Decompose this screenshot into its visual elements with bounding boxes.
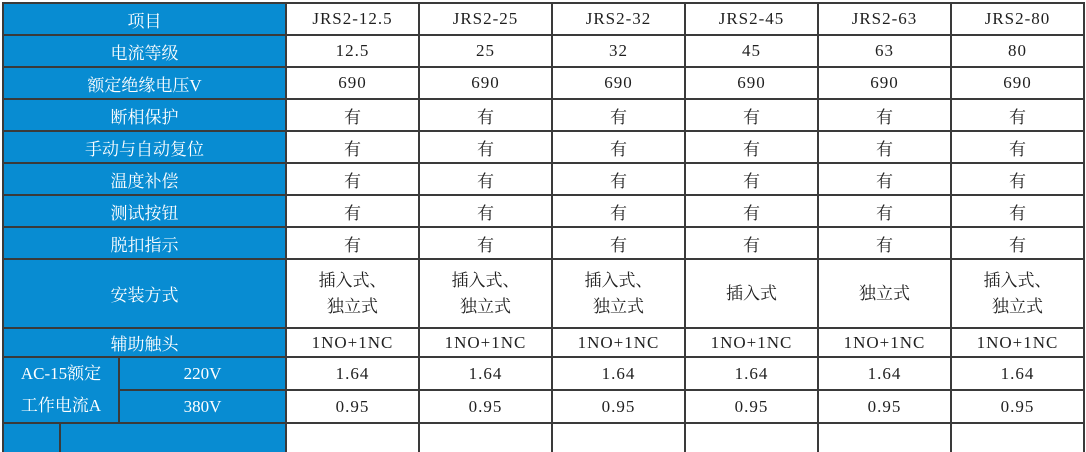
header-item-cell: 项目: [3, 3, 286, 35]
row-label-cell: 测试按钮: [3, 195, 286, 227]
table-row-temp-compensation: [3, 163, 1084, 195]
value-cell: 1.64: [419, 357, 552, 390]
value-cell: 690: [286, 67, 419, 99]
table-row-test-button: [3, 195, 1084, 227]
value-cell: 有: [951, 131, 1084, 163]
voltage-label-cell: 380V: [119, 390, 286, 423]
ac15-label-line: 工作电流A: [20, 396, 102, 415]
value-cell: 有: [818, 131, 951, 163]
value-cell: 有: [552, 195, 685, 227]
value-cell: [818, 259, 951, 328]
mounting-line: 独立式: [593, 296, 644, 316]
value-cell: 有: [951, 163, 1084, 195]
mounting-line: 插入式: [726, 283, 777, 303]
column-header-cell: JRS2-25: [419, 3, 552, 35]
value-cell: 0.95: [951, 390, 1084, 423]
row-label-cell: 手动与自动复位: [3, 131, 286, 163]
value-cell: 45: [685, 35, 818, 67]
value-cell: 有: [818, 99, 951, 131]
value-cell: 有: [419, 195, 552, 227]
row-label-cell: 电流等级: [3, 35, 286, 67]
table-row-insulation-voltage: [3, 67, 1084, 99]
value-cell: 有: [818, 195, 951, 227]
value-cell: 1.64: [818, 357, 951, 390]
value-cell: 0.95: [286, 390, 419, 423]
mounting-line: 独立式: [460, 296, 511, 316]
row-label-cell: 额定绝缘电压V: [3, 67, 286, 99]
value-cell: 1NO+1NC: [818, 328, 951, 357]
row-label-cell: [3, 423, 60, 452]
value-cell: 0.95: [552, 390, 685, 423]
value-cell: [951, 423, 1084, 452]
value-cell: 0.95: [818, 390, 951, 423]
value-cell: [419, 259, 552, 328]
value-cell: 690: [818, 67, 951, 99]
mounting-line: 插入式、: [451, 270, 520, 290]
value-cell: 25: [419, 35, 552, 67]
value-cell: 有: [951, 195, 1084, 227]
value-cell: 1.64: [951, 357, 1084, 390]
value-cell: 有: [685, 227, 818, 259]
row-label-cell: 断相保护: [3, 99, 286, 131]
value-cell: 0.95: [685, 390, 818, 423]
value-cell: 12.5: [286, 35, 419, 67]
header-row: [3, 3, 1084, 35]
row-label-cell: 安装方式: [3, 259, 286, 328]
value-cell: [286, 423, 419, 452]
value-cell: 有: [552, 163, 685, 195]
value-cell: [685, 259, 818, 328]
value-cell: 690: [685, 67, 818, 99]
value-cell: 1NO+1NC: [419, 328, 552, 357]
value-cell: 32: [552, 35, 685, 67]
value-cell: 有: [818, 227, 951, 259]
value-cell: [685, 423, 818, 452]
value-cell: 有: [685, 131, 818, 163]
value-cell: 1NO+1NC: [552, 328, 685, 357]
value-cell: 有: [286, 99, 419, 131]
column-header-cell: JRS2-80: [951, 3, 1084, 35]
value-cell: 有: [818, 163, 951, 195]
column-header-cell: JRS2-12.5: [286, 3, 419, 35]
row-label-cell: 脱扣指示: [3, 227, 286, 259]
value-cell: 0.95: [419, 390, 552, 423]
value-cell: 有: [685, 163, 818, 195]
row-label-cell: 温度补偿: [3, 163, 286, 195]
value-cell: 1.64: [552, 357, 685, 390]
value-cell: 有: [951, 99, 1084, 131]
voltage-label-cell: 220V: [119, 357, 286, 390]
value-cell: 有: [286, 131, 419, 163]
value-cell: 有: [685, 99, 818, 131]
column-header-cell: JRS2-63: [818, 3, 951, 35]
value-cell: 有: [286, 195, 419, 227]
value-cell: 有: [552, 99, 685, 131]
table-row-aux-contacts: [3, 328, 1084, 357]
value-cell: 有: [685, 195, 818, 227]
jrs2-spec-table: [2, 2, 1085, 452]
value-cell: 1NO+1NC: [286, 328, 419, 357]
row-label-cell-ac15: [3, 357, 119, 423]
value-cell: [286, 259, 419, 328]
table-row-current-rating: [3, 35, 1084, 67]
value-cell: 63: [818, 35, 951, 67]
value-cell: 有: [552, 131, 685, 163]
value-cell: 有: [419, 163, 552, 195]
mounting-line: 插入式、: [983, 270, 1052, 290]
table-row-phase-failure: [3, 99, 1084, 131]
value-cell: 有: [419, 99, 552, 131]
value-cell: [818, 423, 951, 452]
mounting-line: 独立式: [859, 283, 910, 303]
mounting-line: 独立式: [327, 296, 378, 316]
row-label-cell: [60, 423, 286, 452]
value-cell: [951, 259, 1084, 328]
value-cell: 1.64: [685, 357, 818, 390]
table-row-trip-indicator: [3, 227, 1084, 259]
value-cell: [552, 259, 685, 328]
column-header-cell: JRS2-32: [552, 3, 685, 35]
row-label-cell: 辅助触头: [3, 328, 286, 357]
value-cell: 1NO+1NC: [951, 328, 1084, 357]
value-cell: 1NO+1NC: [685, 328, 818, 357]
table-row-mounting: [3, 259, 1084, 328]
mounting-line: 插入式、: [318, 270, 387, 290]
value-cell: 有: [286, 163, 419, 195]
value-cell: 有: [951, 227, 1084, 259]
ac15-label-line: AC-15额定: [20, 364, 102, 383]
table-row-partial: [3, 423, 1084, 452]
value-cell: 690: [951, 67, 1084, 99]
value-cell: 1.64: [286, 357, 419, 390]
value-cell: 80: [951, 35, 1084, 67]
mounting-line: 插入式、: [584, 270, 653, 290]
column-header-cell: JRS2-45: [685, 3, 818, 35]
value-cell: 有: [286, 227, 419, 259]
table-row-ac15-380v: [3, 390, 1084, 423]
table-row-reset: [3, 131, 1084, 163]
value-cell: [552, 423, 685, 452]
value-cell: [419, 423, 552, 452]
value-cell: 有: [419, 131, 552, 163]
value-cell: 690: [552, 67, 685, 99]
mounting-line: 独立式: [992, 296, 1043, 316]
value-cell: 690: [419, 67, 552, 99]
value-cell: 有: [552, 227, 685, 259]
table-row-ac15-220v: [3, 357, 1084, 390]
value-cell: 有: [419, 227, 552, 259]
